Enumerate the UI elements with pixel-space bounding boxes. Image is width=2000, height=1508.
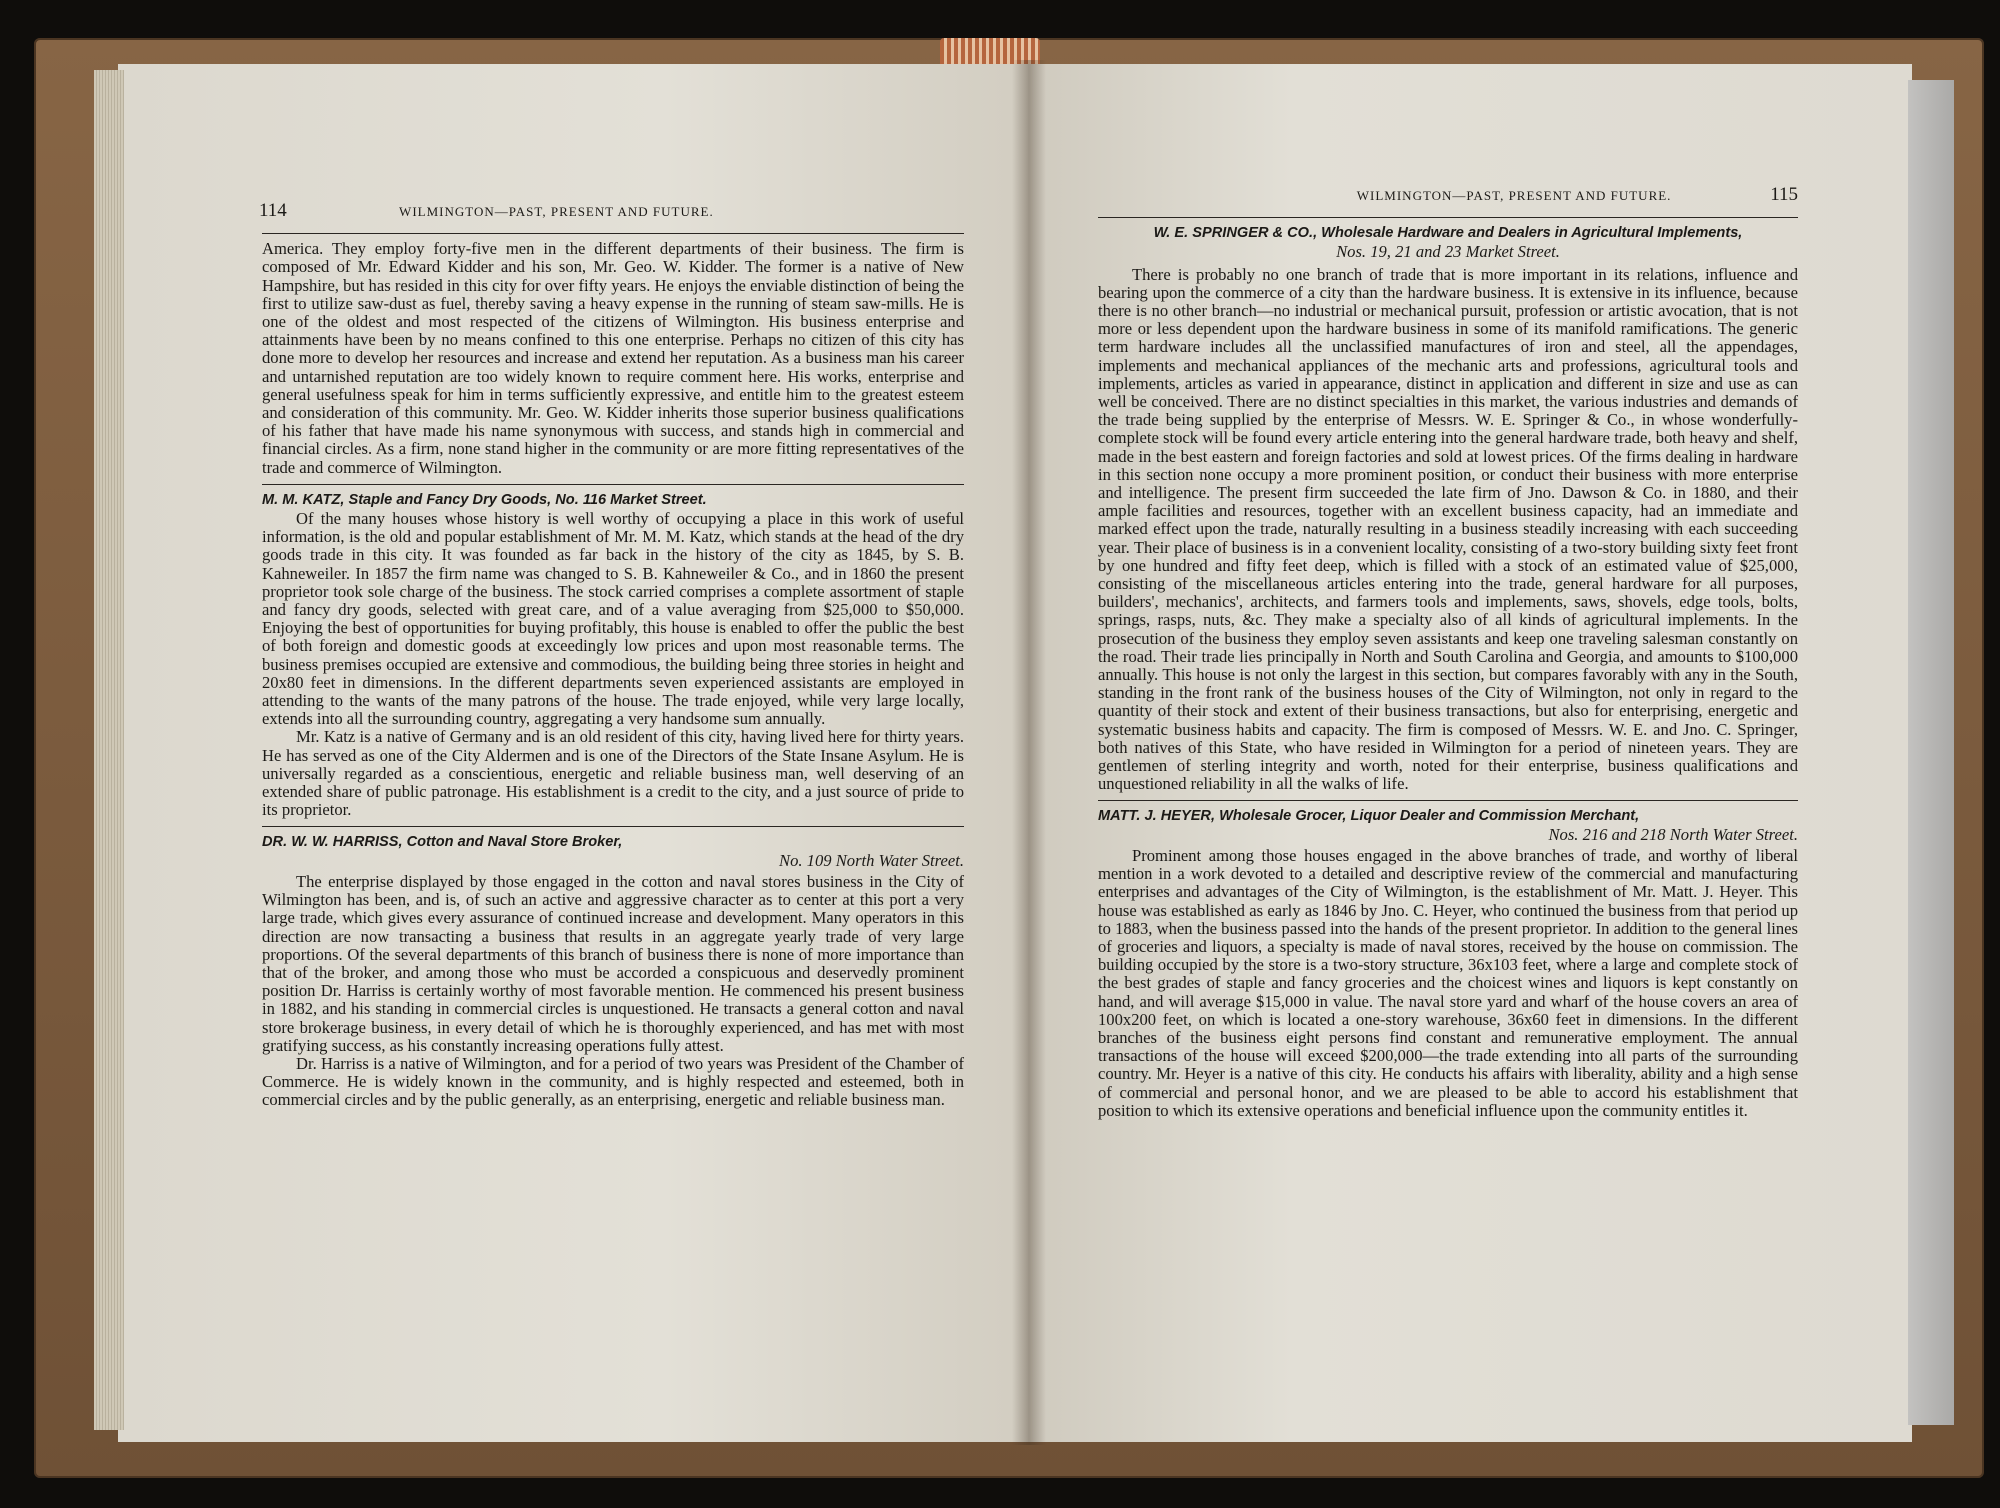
section-rule [1098, 800, 1798, 801]
left-page-text [259, 200, 964, 1110]
springer-paragraph-1: There is probably no one branch of trade that is more important in its relations, influence and bearing upon the commerce of a city than the hardware business. It is extensive in its influence, because there is no other branch—no industrial or mechanical pursuit, profession or artistic avocation, that is not more or less dependent upon the hardware business in some of its manifold ramifications. The generic term hardware includes all the unclassified manufactures of iron and steel, all the appendages, implements and mechanical appliances of the mechanic arts and professions, agricultural tools and implements, articles as varied in appearance, distinct in application and different in size and use as can well be conceived. There are no distinct specialties in this market, the various industries and demands of the trade being supplied by the enterprise of Messrs. W. E. Springer & Co., in whose wonderfully-complete stock will be found every article entering into the general hardware trade, both heavy and shelf, made in the best eastern and foreign factories and sold at lowest prices. Of the firms dealing in hardware in this section none occupy a more prominent position, or conduct their business with more enterprise and intelligence. The present firm succeeded the late firm of Jno. Dawson & Co. in 1880, and their ample facilities and resources, together with an excellent business capacity, had an immediate and marked effect upon the trade, naturally resulting in a business steadily increasing with each succeeding year. Their place of business is in a convenient locality, consisting of a two-story building sixty feet front by one hundred and fifty feet deep, which is filled with a stock of an estimated value of $25,000, consisting of the miscellaneous articles entering into the trade, general hardware for all purposes, builders', mechanics', architects, and farmers tools and implements, saws, shovels, edge tools, bolts, springs, rasps, nuts, &c. They make a specialty also of all kinds of agricultural implements. In the prosecution of the business they employ seven assistants and keep one traveling salesman constantly on the road. Their trade lies principally in North and South Carolina and Georgia, and amounts to $100,000 annually. This house is not only the largest in this section, but compares favorably with any in the South, standing in the front rank of the business houses of the City of Wilmington, not only in regard to the quantity of their stock and extent of their business transactions, but also for enterprising, energetic and systematic business habits and capacity. The firm is composed of Messrs. W. E. and Jno. C. Springer, both natives of this State, who have resided in Wilmington for a period of nineteen years. They are gentlemen of sterling integrity and worth, noted for their enterprise, business qualifications and unquestioned reliability in all the walks of life. [1098, 264, 1798, 794]
katz-paragraph-2: Mr. Katz is a native of Germany and is an old resident of this city, having lived here for thirty years. He has served as one of the City Aldermen and is one of the Directors of the State Insane Asylum. He is universally regarded as a conscientious, energetic and reliable business man, well deserving of an extended share of public patronage. His establishment is a credit to the city, and a just source of pride to its proprietor. [262, 727, 964, 820]
katz-heading: M. M. KATZ, Staple and Fancy Dry Goods, No. 116 Market Street. [262, 491, 707, 508]
springer-address: Nos. 19, 21 and 23 Market Street. [1336, 242, 1560, 262]
left-page-number: 114 [259, 200, 287, 221]
harriss-paragraph-1: The enterprise displayed by those engaged in the cotton and naval stores business in the City of Wilmington has been, and is, of such an active and aggressive character as to center at this port a very large trade, which gives every assurance of continued increase and development. Many operators in this direction are now transacting a business that results in an aggregate yearly trade of very large proportions. Of the several departments of this branch of business there is none of more importance than that of the broker, and among those who must be accorded a conspicuous and deservedly prominent position Dr. Harriss is certainly worthy of most favorable mention. He commenced his present business in 1882, and his standing in commercial circles is unquestioned. He transacts a general cotton and naval store brokerage business, in every detail of which he is thoroughly experienced, and has met with most gratifying success, as his constantly increasing operations fully attest. [262, 871, 964, 1055]
right-running-head [1098, 186, 1798, 205]
left-head-rule [262, 233, 964, 234]
kidder-continuation: America. They employ forty-five men in the different departments of their business. The firm is composed of Mr. Edward Kidder and his son, Mr. Geo. W. Kidder. The former is a native of New Hampshire, but has resided in this city for over fifty years. He enjoys the enviable distinction of being the first to utilize saw-dust as fuel, thereby saving a heavy expense in the running of steam saw-mills. He is one of the oldest and most respected of the citizens of Wilmington. His business enterprise and attainments have been by no means confined to this one enterprise. Perhaps no citizen of this city has done more to develop her resources and increase and extend her reputation. As a business man his career and untarnished reputation are too widely known to require comment here. His works, enterprise and general usefulness speak for him in terms sufficiently expressive, and entitle him to the greatest esteem and consideration of this community. Mr. Geo. W. Kidder inherits those superior business qualifications of his father that have made his name synonymous with success, and stands high in commercial and financial circles. As a firm, none stand higher in the community or are more fitting representatives of the trade and commerce of Wilmington. [262, 239, 964, 477]
harriss-paragraph-2: Dr. Harriss is a native of Wilmington, and for a period of two years was President of the Chamber of Commerce. He is widely known in the community, and is highly respected and esteemed, both in commercial circles and by the public generally, as an enterprising, energetic and reliable business man. [262, 1053, 964, 1110]
katz-paragraph-1: Of the many houses whose history is well worthy of occupying a place in this work of useful information, is the old and popular establishment of Mr. M. M. Katz, which stands at the head of the dry goods trade in this city. It was founded as far back in the history of the city as 1845, by S. B. Kahneweiler. In 1857 the firm name was changed to S. B. Kahneweiler & Co., and in 1860 the present proprietor took sole charge of the business. The stock carried comprises a complete assortment of staple and fancy dry goods, selected with great care, and of a value averaging from $25,000 to $50,000. Enjoying the best of opportunities for buying profitably, this house is enabled to offer the public the best of both foreign and domestic goods at exceedingly low prices and upon most reasonable terms. The business premises occupied are extensive and commodious, the building being three stories in height and 20x80 feet in dimensions. In the different departments seven experienced assistants are employed in attending to the wants of the many patrons of the house. The trade enjoyed, while very large locally, extends into all the surrounding country, aggregating a very handsome sum annually. [262, 509, 964, 729]
right-head-rule [1098, 217, 1798, 218]
right-page-text [1098, 186, 1798, 1120]
section-rule [262, 484, 964, 485]
section-rule [262, 826, 964, 827]
left-running-title: WILMINGTON—PAST, PRESENT AND FUTURE. [399, 204, 714, 219]
harriss-heading: DR. W. W. HARRISS, Cotton and Naval Store Broker, [262, 833, 623, 850]
left-running-head [259, 202, 964, 221]
book-gutter [1012, 60, 1046, 1445]
left-page-edges [94, 70, 124, 1430]
right-page-edges [1908, 80, 1954, 1425]
right-page-number: 115 [1770, 184, 1798, 205]
springer-heading: W. E. SPRINGER & CO., Wholesale Hardware and Dealers in Agricultural Implements, [1153, 225, 1743, 242]
harriss-address: No. 109 North Water Street. [779, 850, 964, 870]
heyer-paragraph-1: Prominent among those houses engaged in the above branches of trade, and worthy of liberal mention in a work devoted to a detailed and descriptive review of the commercial and manufacturing enterprises and advantages of the City of Wilmington, is the establishment of Mr. Matt. J. Heyer. This house was established as early as 1846 by Jno. C. Heyer, who continued the business from that period up to 1883, when the business passed into the hands of the present proprietor. In addition to the general lines of groceries and liquors, a specialty is made of naval stores, received by the house on commission. The building occupied by the store is a two-story structure, 36x103 feet, where a large and complete stock of the best grades of staple and fancy groceries and the choicest wines and liquors is kept constantly on hand, and will average $15,000 in value. The naval store yard and wharf of the house covers an area of 100x200 feet, on which is located a one-story warehouse, 36x60 feet in dimensions. In the different branches of the business eight persons find constant and remunerative employment. The annual transactions of the house will exceed $200,000—the trade extending into all parts of the surrounding country. Mr. Heyer is a native of this city. He conducts his affairs with liberality, ability and a high sense of commercial and personal honor, and we are pleased to be able to accord his establishment that position to which its extensive operations and beneficial influence upon the community entitles it. [1098, 845, 1798, 1120]
heyer-heading: MATT. J. HEYER, Wholesale Grocer, Liquor Dealer and Commission Merchant, [1098, 807, 1640, 824]
heyer-address: Nos. 216 and 218 North Water Street. [1548, 824, 1798, 844]
right-running-title: WILMINGTON—PAST, PRESENT AND FUTURE. [1356, 188, 1672, 203]
